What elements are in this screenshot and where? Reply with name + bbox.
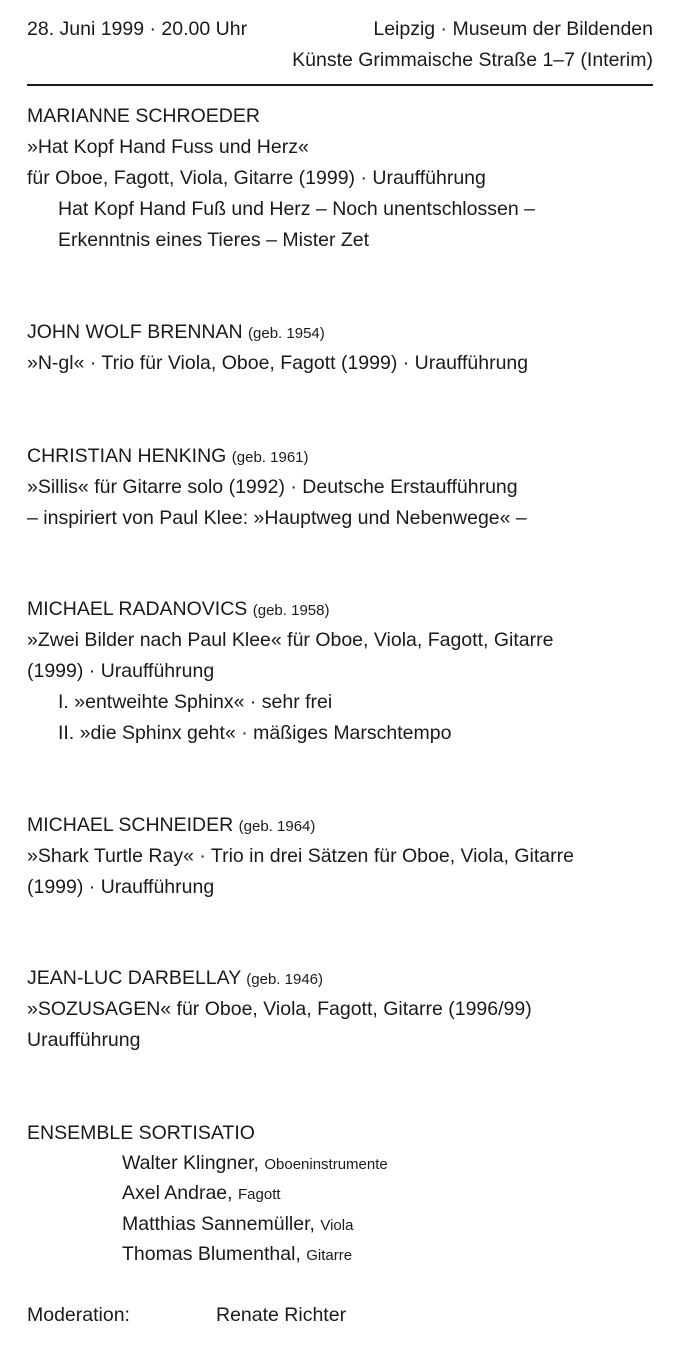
header-divider [27,84,653,86]
moderation-label: Moderation: [27,1304,130,1326]
work-instrumentation-line: für Oboe, Fagott, Viola, Gitarre (1999) · Uraufführung [27,167,486,189]
ensemble-member [122,1215,353,1235]
work-year-line: (1999) · Uraufführung [27,660,215,682]
composer-name: MICHAEL SCHNEIDER [27,814,234,836]
ensemble-member [122,1245,352,1265]
composer-heading [27,447,309,467]
movement-line: II. »die Sphinx geht« · mäßiges Marschtempo [58,722,452,744]
composer-name: JOHN WOLF BRENNAN [27,321,243,343]
member-name: Walter Klingner, [122,1152,259,1174]
work-title-line: »Zwei Bilder nach Paul Klee« für Oboe, Viola, Fagott, Gitarre [27,629,554,651]
ensemble-member [122,1154,388,1174]
venue-line-2: Künste Grimmaische Straße 1–7 (Interim) [292,49,653,71]
member-instrument: Gitarre [306,1247,353,1264]
work-note-line: – inspiriert von Paul Klee: »Hauptweg und Nebenwege« – [27,507,527,529]
composer-born: (geb. 1964) [238,818,316,835]
ensemble-member [122,1184,281,1204]
work-premiere-line: Uraufführung [27,1029,141,1051]
movement-line: Hat Kopf Hand Fuß und Herz – Noch unentschlossen – [58,198,535,220]
member-name: Thomas Blumenthal, [122,1243,301,1265]
moderation-name: Renate Richter [216,1304,347,1326]
composer-born: (geb. 1946) [246,971,324,988]
concert-date-time: 28. Juni 1999 · 20.00 Uhr [27,18,248,40]
composer-heading [27,816,315,836]
movement-line: I. »entweihte Sphinx« · sehr frei [58,691,333,713]
member-instrument: Viola [320,1217,354,1234]
composer-heading [27,969,323,989]
member-instrument: Oboeninstrumente [264,1156,388,1173]
work-title-line: »Hat Kopf Hand Fuss und Herz« [27,136,309,158]
composer-name: MARIANNE SCHROEDER [27,105,260,127]
composer-name: MICHAEL RADANOVICS [27,598,248,620]
work-title-line: »N-gl« · Trio für Viola, Oboe, Fagott (1999) · Uraufführung [27,352,529,374]
member-name: Axel Andrae, [122,1182,233,1204]
member-instrument: Fagott [238,1186,281,1203]
work-title-line: »SOZUSAGEN« für Oboe, Viola, Fagott, Gitarre (1996/99) [27,998,532,1020]
movement-line: Erkenntnis eines Tieres – Mister Zet [58,229,370,251]
work-title-line: »Sillis« für Gitarre solo (1992) · Deutsche Erstaufführung [27,476,518,498]
composer-born: (geb. 1958) [252,602,330,619]
venue-line-1: Leipzig · Museum der Bildenden [373,18,653,40]
composer-born: (geb. 1954) [248,325,325,342]
composer-heading [27,323,325,343]
composer-name: CHRISTIAN HENKING [27,445,227,467]
composer-born: (geb. 1961) [231,449,309,466]
member-name: Matthias Sannemüller, [122,1213,315,1235]
composer-heading [27,600,329,620]
ensemble-name: ENSEMBLE SORTISATIO [27,1122,255,1144]
work-title-line: »Shark Turtle Ray« · Trio in drei Sätzen für Oboe, Viola, Gitarre [27,845,574,867]
composer-name: JEAN-LUC DARBELLAY [27,967,241,989]
work-year-line: (1999) · Uraufführung [27,876,215,898]
